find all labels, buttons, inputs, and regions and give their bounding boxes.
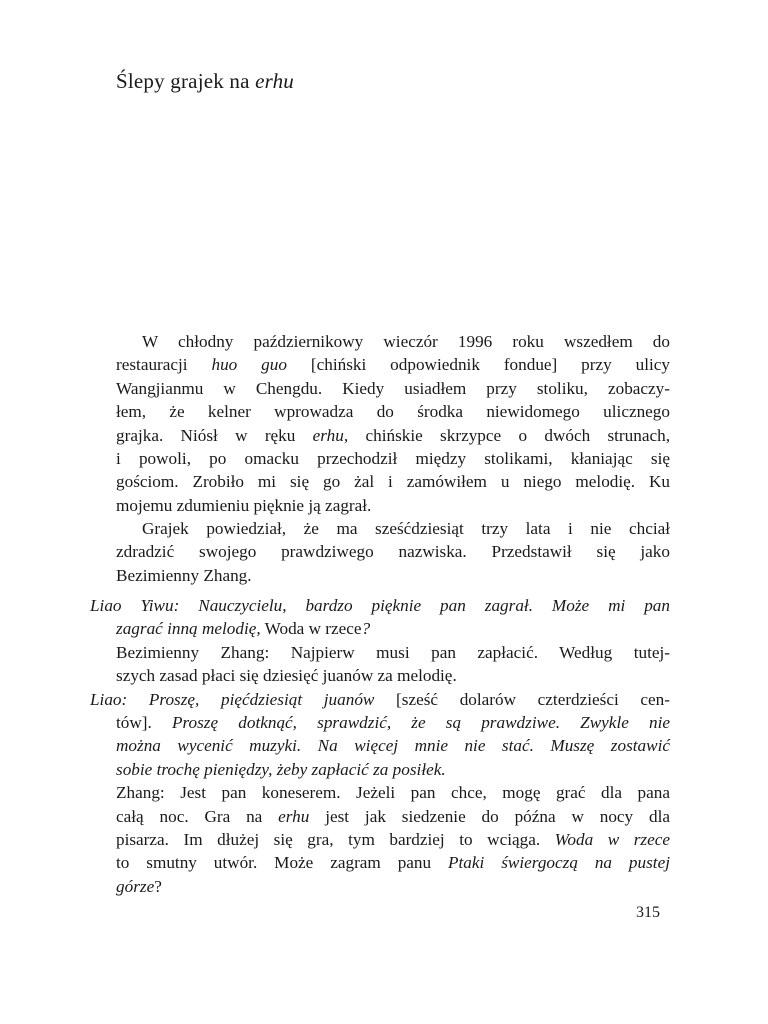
text-line: Wangjianmu w Chengdu. Kiedy usiadłem przy stoliku, zobaczy- bbox=[116, 378, 670, 398]
dialog-line: szych zasad płaci się dziesięć juanów za melodię. bbox=[116, 666, 457, 686]
dialog-line: Liao: Proszę, pięćdziesiąt juanów [sześć dolarów czterdzieści cen- bbox=[90, 689, 670, 709]
dialog-line: Zhang: Jest pan koneserem. Jeżeli pan chce, mogę grać dla pana bbox=[116, 783, 670, 803]
text-line: i powoli, po omacku przechodził między stolikami, kłaniając się bbox=[116, 448, 670, 468]
text-line: restauracji huo guo [chiński odpowiednik fondue] przy ulicy bbox=[116, 355, 670, 375]
dialog-line: można wycenić muzyki. Na więcej mnie nie stać. Muszę zostawić bbox=[116, 736, 670, 756]
dialog-line: to smutny utwór. Może zagram panu Ptaki świergoczą na pustej bbox=[116, 853, 670, 873]
text-line: gościom. Zrobiło mi się go żal i zamówiłem u niego melodię. Ku bbox=[116, 472, 670, 492]
dialog-line: całą noc. Gra na erhu jest jak siedzenie do późna w nocy dla bbox=[116, 806, 670, 826]
text-line: Grajek powiedział, że ma sześćdziesiąt trzy lata i nie chciał bbox=[142, 519, 670, 538]
chapter-title: Ślepy grajek na erhu bbox=[116, 69, 294, 93]
dialog-line: Bezimienny Zhang: Najpierw musi pan zapłacić. Według tutej- bbox=[116, 642, 670, 662]
dialog-line: pisarza. Im dłużej się gra, tym bardziej to wciąga. Woda w rzece bbox=[116, 829, 670, 849]
text-line: grajka. Niósł w ręku erhu, chińskie skrzypce o dwóch strunach, bbox=[116, 425, 670, 445]
text-line: Bezimienny Zhang. bbox=[116, 565, 252, 585]
text-line: W chłodny październikowy wieczór 1996 roku wszedłem do bbox=[142, 332, 670, 351]
text-line: zdradzić swojego prawdziwego nazwiska. Przedstawił się jako bbox=[116, 542, 670, 562]
dialog-line: sobie trochę pieniędzy, żeby zapłacić za posiłek. bbox=[116, 759, 446, 779]
text-line: mojemu zdumieniu pięknie ją zagrał. bbox=[116, 495, 372, 515]
dialog-block bbox=[90, 594, 670, 898]
chapter-title-italic: erhu bbox=[255, 69, 294, 93]
dialog-line: górze? bbox=[116, 876, 162, 896]
dialog-line: Liao Yiwu: Nauczycielu, bardzo pięknie pan zagrał. Może mi pan bbox=[90, 596, 670, 615]
text-line: łem, że kelner wprowadza do środka niewidomego ulicznego bbox=[116, 402, 670, 422]
page-number: 315 bbox=[636, 904, 660, 921]
paragraph-2 bbox=[116, 517, 670, 587]
dialog-line: zagrać inną melodię, Woda w rzece? bbox=[116, 619, 371, 639]
paragraph-1 bbox=[116, 330, 670, 517]
dialog-line: tów]. Proszę dotknąć, sprawdzić, że są prawdziwe. Zwykle nie bbox=[116, 712, 670, 732]
